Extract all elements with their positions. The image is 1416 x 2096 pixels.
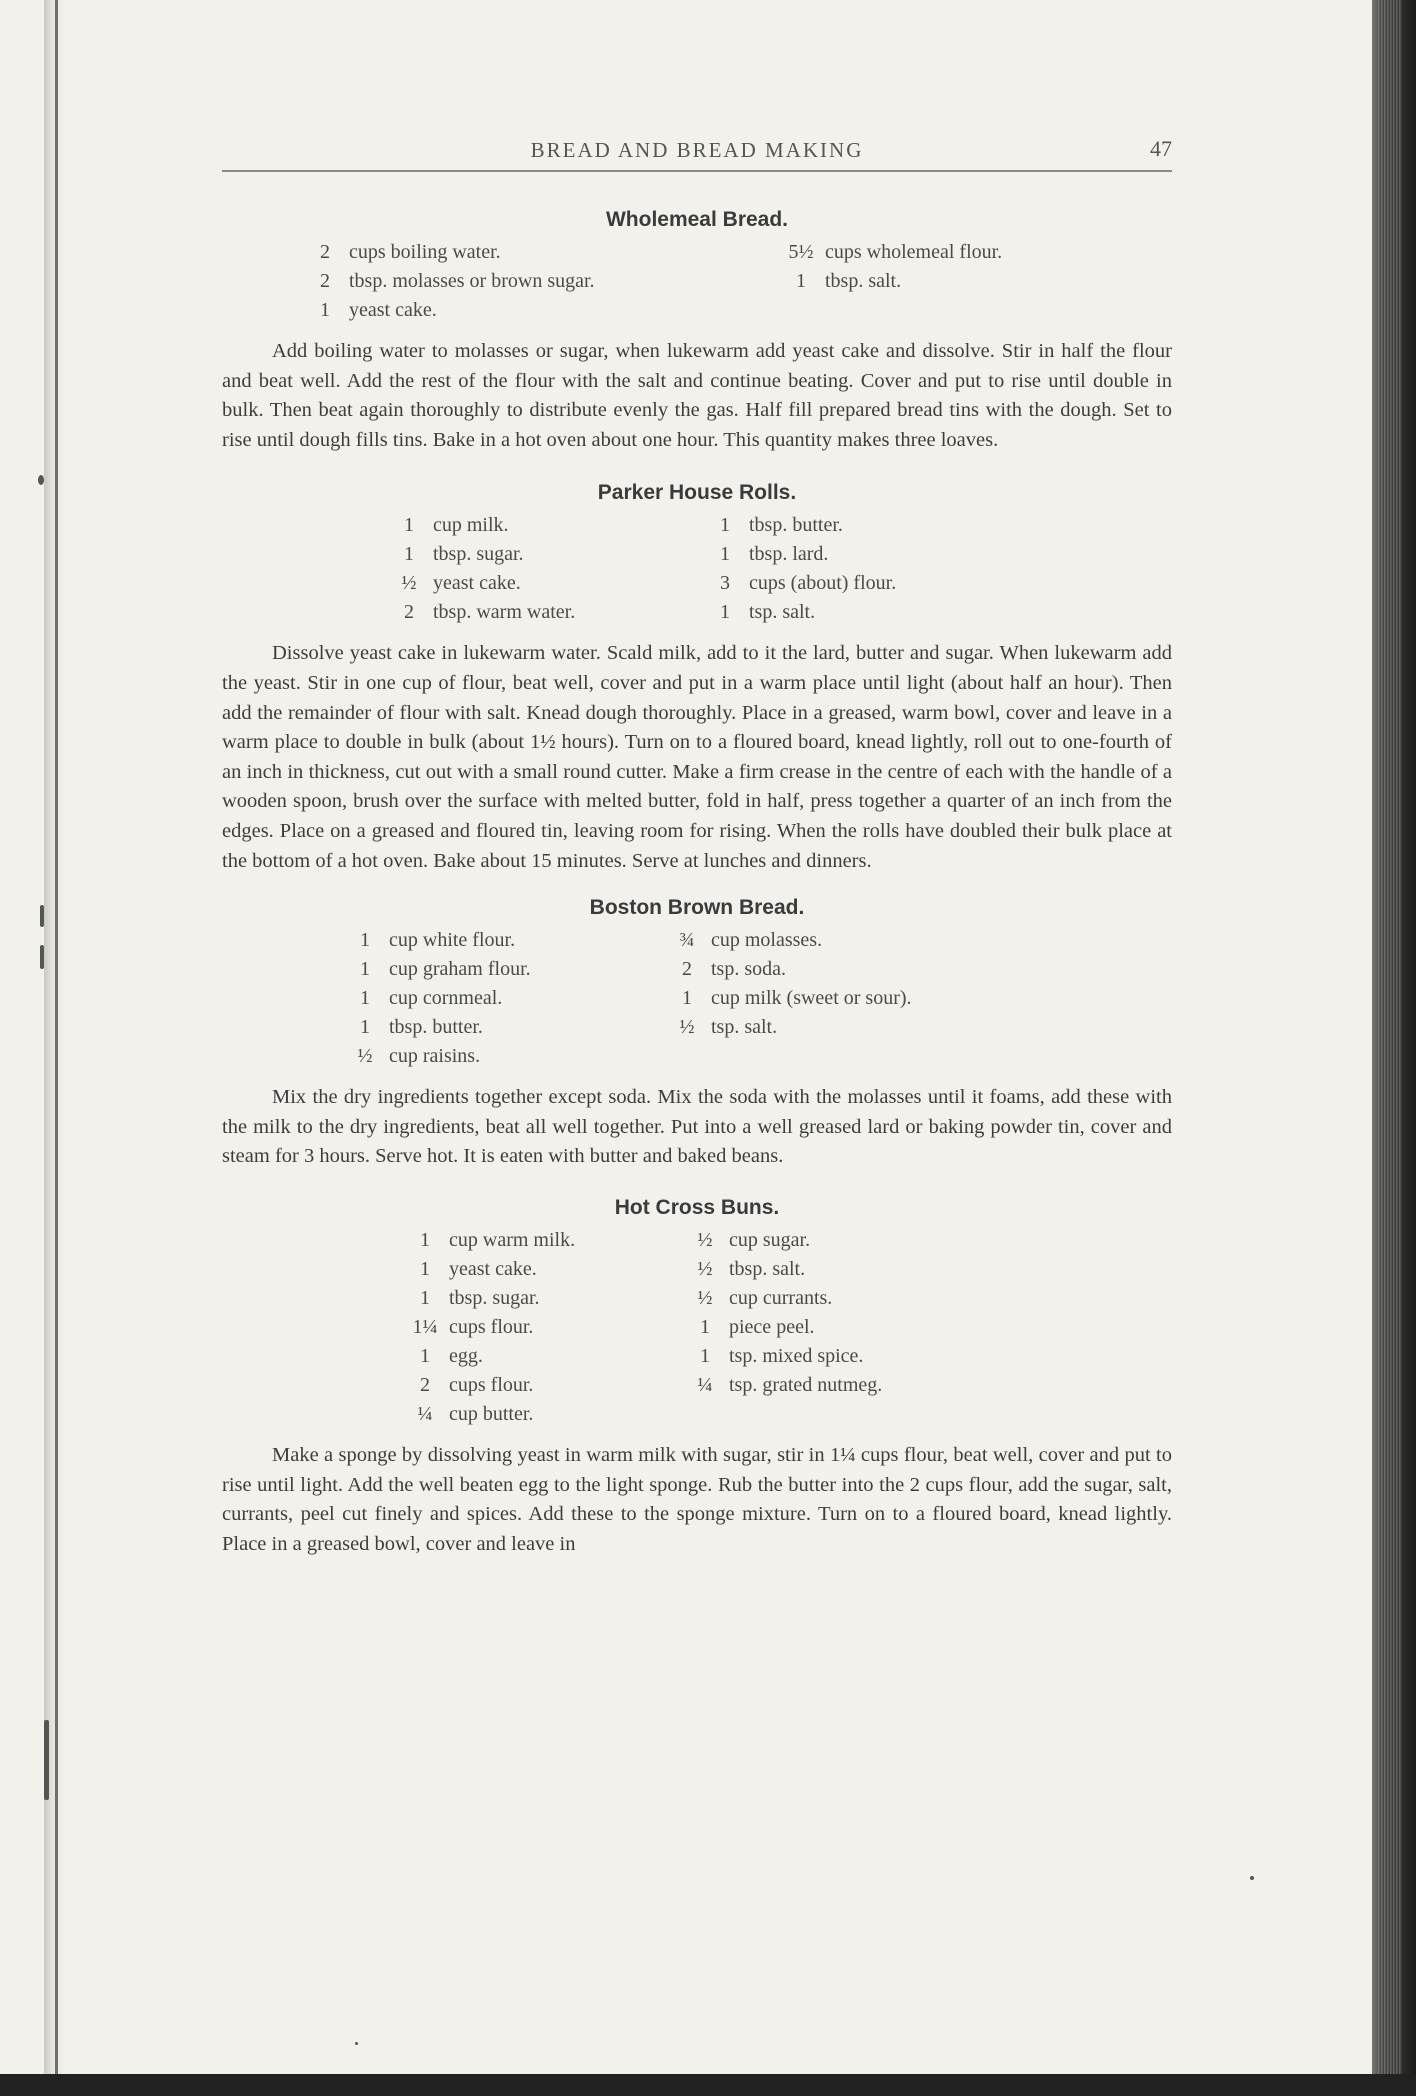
ingredient-qty: 1	[360, 958, 370, 981]
ingredient-item: cup graham flour.	[389, 958, 531, 981]
binding-line	[55, 0, 58, 2074]
ingredient-item: cup butter.	[449, 1402, 534, 1425]
ingredient-qty: 1	[700, 1315, 710, 1338]
print-speck	[1250, 1876, 1254, 1880]
ingredient-item: cup white flour.	[389, 929, 516, 952]
ingredient-qty: 2	[404, 601, 414, 624]
ingredient-list	[222, 238, 1172, 325]
ingredient-line	[346, 926, 668, 955]
ingredient-qty: 1	[420, 1257, 430, 1280]
ingredient-line	[706, 569, 896, 598]
ingredient-qty: 1	[796, 270, 806, 292]
ingredient-list	[222, 1226, 1172, 1429]
recipe-method: Mix the dry ingredients together except soda. Mix the soda with the molasses until it foams, add these with the milk to the dry ingredients, beat all well together. Put into a well greased lard or baking powder tin, cover and steam for 3 hours. Serve hot. It is eaten with butter and baked beans.	[222, 1086, 1172, 1168]
ingredient-line	[406, 1371, 686, 1400]
page-content	[222, 130, 1172, 1559]
ingredient-line	[686, 1371, 882, 1400]
ingredient-qty: 2	[682, 958, 692, 981]
ingredient-line	[668, 926, 912, 955]
ingredient-line	[346, 1042, 668, 1071]
ingredient-qty: 1¼	[412, 1315, 438, 1338]
ingredient-qty: ¼	[417, 1402, 433, 1425]
ingredient-qty: ¾	[679, 929, 695, 952]
ingredient-line	[706, 540, 896, 569]
ingredient-item: cups flour.	[449, 1315, 534, 1338]
ingredient-item: cup raisins.	[389, 1045, 481, 1068]
ingredient-item: cup milk.	[433, 514, 509, 537]
ingredient-qty: 1	[404, 543, 414, 566]
ingredient-line	[406, 1342, 686, 1371]
ingredient-line	[686, 1226, 882, 1255]
ingredient-item: cup molasses.	[711, 929, 823, 952]
ingredient-line	[706, 598, 896, 627]
ingredient-qty: ½	[697, 1257, 713, 1280]
ingredient-qty: 1	[360, 1016, 370, 1039]
ingredient-line	[686, 1342, 882, 1371]
running-header	[222, 130, 1172, 172]
ingredient-line	[406, 1400, 686, 1429]
ingredient-item: tbsp. warm water.	[433, 601, 576, 624]
ingredient-item: tbsp. butter.	[389, 1016, 483, 1039]
ingredient-line	[686, 1313, 882, 1342]
ingredient-item: cup sugar.	[729, 1228, 811, 1251]
ingredient-qty: 1	[700, 1344, 710, 1367]
ingredient-column-left	[390, 511, 706, 627]
ingredient-qty: 1	[720, 543, 730, 566]
ingredient-qty: ½	[697, 1286, 713, 1309]
ingredient-item: cup cornmeal.	[389, 987, 503, 1010]
ingredient-qty: 1	[420, 1286, 430, 1309]
recipe-parker-house-rolls	[222, 481, 1172, 876]
ingredient-item: egg.	[449, 1344, 483, 1367]
ingredient-line	[306, 296, 782, 325]
recipe-method: Dissolve yeast cake in lukewarm water. Scald milk, add to it the lard, butter and sugar. When lukewarm add the yeast. Stir in one cup of flour, beat well, cover and put in a warm place until light (about half an hour). Then add the remainder of flour with salt. Knead dough thoroughly. Place in a greased, warm bowl, cover and leave in a warm place to double in bulk (about 1½ hours). Turn on to a floured board, knead lightly, roll out to one-fourth of an inch in thickness, cut out with a small round cutter. Make a firm crease in the centre of each with the handle of a wooden spoon, brush over the surface with melted butter, fold in half, press together a quarter of an inch from the edges. Place on a greased and floured tin, leaving room for rising. When the rolls have doubled their bulk place at the bottom of a hot oven. Bake about 15 minutes. Serve at lunches and dinners.	[222, 642, 1172, 872]
ingredient-line	[406, 1255, 686, 1284]
ingredient-item: tsp. mixed spice.	[729, 1344, 864, 1367]
print-speck	[40, 905, 44, 927]
ingredient-list	[222, 511, 1172, 627]
scan-bottom-border	[0, 2074, 1416, 2096]
ingredient-qty: 1	[320, 299, 330, 321]
page-edge-stripes	[1378, 0, 1402, 2096]
ingredient-line	[686, 1284, 882, 1313]
ingredient-line	[306, 238, 782, 267]
print-speck	[40, 945, 44, 969]
ingredient-item: cup currants.	[729, 1286, 833, 1309]
ingredient-qty: ¼	[697, 1373, 713, 1396]
ingredient-line	[346, 984, 668, 1013]
ingredient-item: cup warm milk.	[449, 1228, 576, 1251]
ingredient-item: tbsp. lard.	[749, 543, 829, 566]
ingredient-qty: 1	[360, 987, 370, 1010]
ingredient-item: yeast cake.	[449, 1257, 537, 1280]
ingredient-qty: 2	[420, 1373, 430, 1396]
ingredient-qty: 1	[682, 987, 692, 1010]
ingredient-line	[390, 540, 706, 569]
ingredient-qty: 1	[404, 514, 414, 537]
recipe-title: Hot Cross Buns.	[614, 1195, 780, 1219]
ingredient-item: tsp. salt.	[711, 1016, 778, 1039]
ingredient-column-right	[686, 1226, 882, 1429]
recipe-title: Wholemeal Bread.	[605, 208, 789, 231]
ingredient-column-right	[668, 926, 912, 1071]
recipe-title: Parker House Rolls.	[597, 481, 797, 505]
ingredient-item: cups flour.	[449, 1373, 534, 1396]
ingredient-item: cup milk (sweet or sour).	[711, 987, 912, 1010]
ingredient-qty: 3	[720, 572, 730, 595]
ingredient-line	[390, 598, 706, 627]
ingredient-qty: 1	[720, 514, 730, 537]
ingredient-line	[406, 1313, 686, 1342]
print-speck	[38, 475, 44, 485]
ingredient-item: yeast cake.	[433, 572, 521, 595]
ingredient-qty: 2	[320, 270, 330, 292]
ingredient-qty: 1	[360, 929, 370, 952]
page-number: 47	[1150, 136, 1172, 161]
ingredient-qty: ½	[357, 1045, 373, 1068]
recipe-method: Make a sponge by dissolving yeast in warm milk with sugar, stir in 1¼ cups flour, beat well, cover and put to rise until light. Add the well beaten egg to the light sponge. Rub the butter into the 2 cups flour, add the sugar, salt, currants, peel cut finely and spices. Add these to the sponge mixture. Turn on to a floured board, knead lightly. Place in a greased bowl, cover and leave in	[222, 1443, 1172, 1555]
print-speck	[44, 1720, 49, 1800]
ingredient-item: cups boiling water.	[349, 241, 501, 263]
ingredient-qty: 5½	[788, 241, 814, 263]
ingredient-list	[222, 926, 1172, 1071]
ingredient-item: tsp. soda.	[711, 958, 786, 981]
ingredient-column-right	[706, 511, 896, 627]
ingredient-qty: 1	[420, 1344, 430, 1367]
ingredient-line	[668, 955, 912, 984]
ingredient-item: tbsp. molasses or brown sugar.	[349, 270, 595, 292]
ingredient-qty: 2	[320, 241, 330, 263]
ingredient-line	[686, 1255, 882, 1284]
recipe-boston-brown-bread	[222, 896, 1172, 1172]
ingredient-item: tsp. salt.	[749, 601, 816, 624]
ingredient-qty: ½	[679, 1016, 695, 1039]
ingredient-line	[306, 267, 782, 296]
ingredient-line	[390, 511, 706, 540]
ingredient-item: piece peel.	[729, 1315, 815, 1338]
ingredient-item: tbsp. sugar.	[449, 1286, 540, 1309]
running-title: BREAD AND BREAD MAKING	[530, 138, 864, 162]
ingredient-line	[782, 267, 1002, 296]
ingredient-item: yeast cake.	[349, 299, 437, 321]
ingredient-qty: 1	[720, 601, 730, 624]
ingredient-line	[706, 511, 896, 540]
ingredient-qty: 1	[420, 1228, 430, 1251]
ingredient-item: tbsp. salt.	[729, 1257, 806, 1280]
ingredient-line	[406, 1284, 686, 1313]
ingredient-line	[346, 1013, 668, 1042]
ingredient-column-left	[306, 238, 782, 325]
ingredient-item: tbsp. butter.	[749, 514, 843, 537]
ingredient-line	[668, 1013, 912, 1042]
ingredient-column-left	[346, 926, 668, 1071]
ingredient-item: cups (about) flour.	[749, 572, 897, 595]
ingredient-qty: ½	[697, 1228, 713, 1251]
recipe-hot-cross-buns	[222, 1196, 1172, 1559]
print-speck	[355, 2042, 358, 2045]
ingredient-item: tsp. grated nutmeg.	[729, 1373, 883, 1396]
ingredient-line	[346, 955, 668, 984]
recipe-title: Boston Brown Bread.	[589, 896, 805, 920]
ingredient-column-left	[406, 1226, 686, 1429]
recipe-wholemeal-bread	[222, 208, 1172, 455]
ingredient-line	[782, 238, 1002, 267]
ingredient-column-right	[782, 238, 1002, 325]
ingredient-item: cups wholemeal flour.	[825, 241, 1003, 263]
recipe-method: Add boiling water to molasses or sugar, when lukewarm add yeast cake and dissolve. Stir in half the flour and beat well. Add the rest of the flour with the salt and continue beating. Cover and put to rise until double in bulk. Then beat again thoroughly to distribute evenly the gas. Half fill prepared bread tins with the dough. Set to rise until dough fills tins. Bake in a hot oven about one hour. This quantity makes three loaves.	[222, 340, 1172, 451]
ingredient-line	[406, 1226, 686, 1255]
ingredient-line	[390, 569, 706, 598]
ingredient-line	[668, 984, 912, 1013]
ingredient-item: tbsp. salt.	[825, 270, 902, 292]
ingredient-qty: ½	[401, 572, 417, 595]
ingredient-item: tbsp. sugar.	[433, 543, 524, 566]
